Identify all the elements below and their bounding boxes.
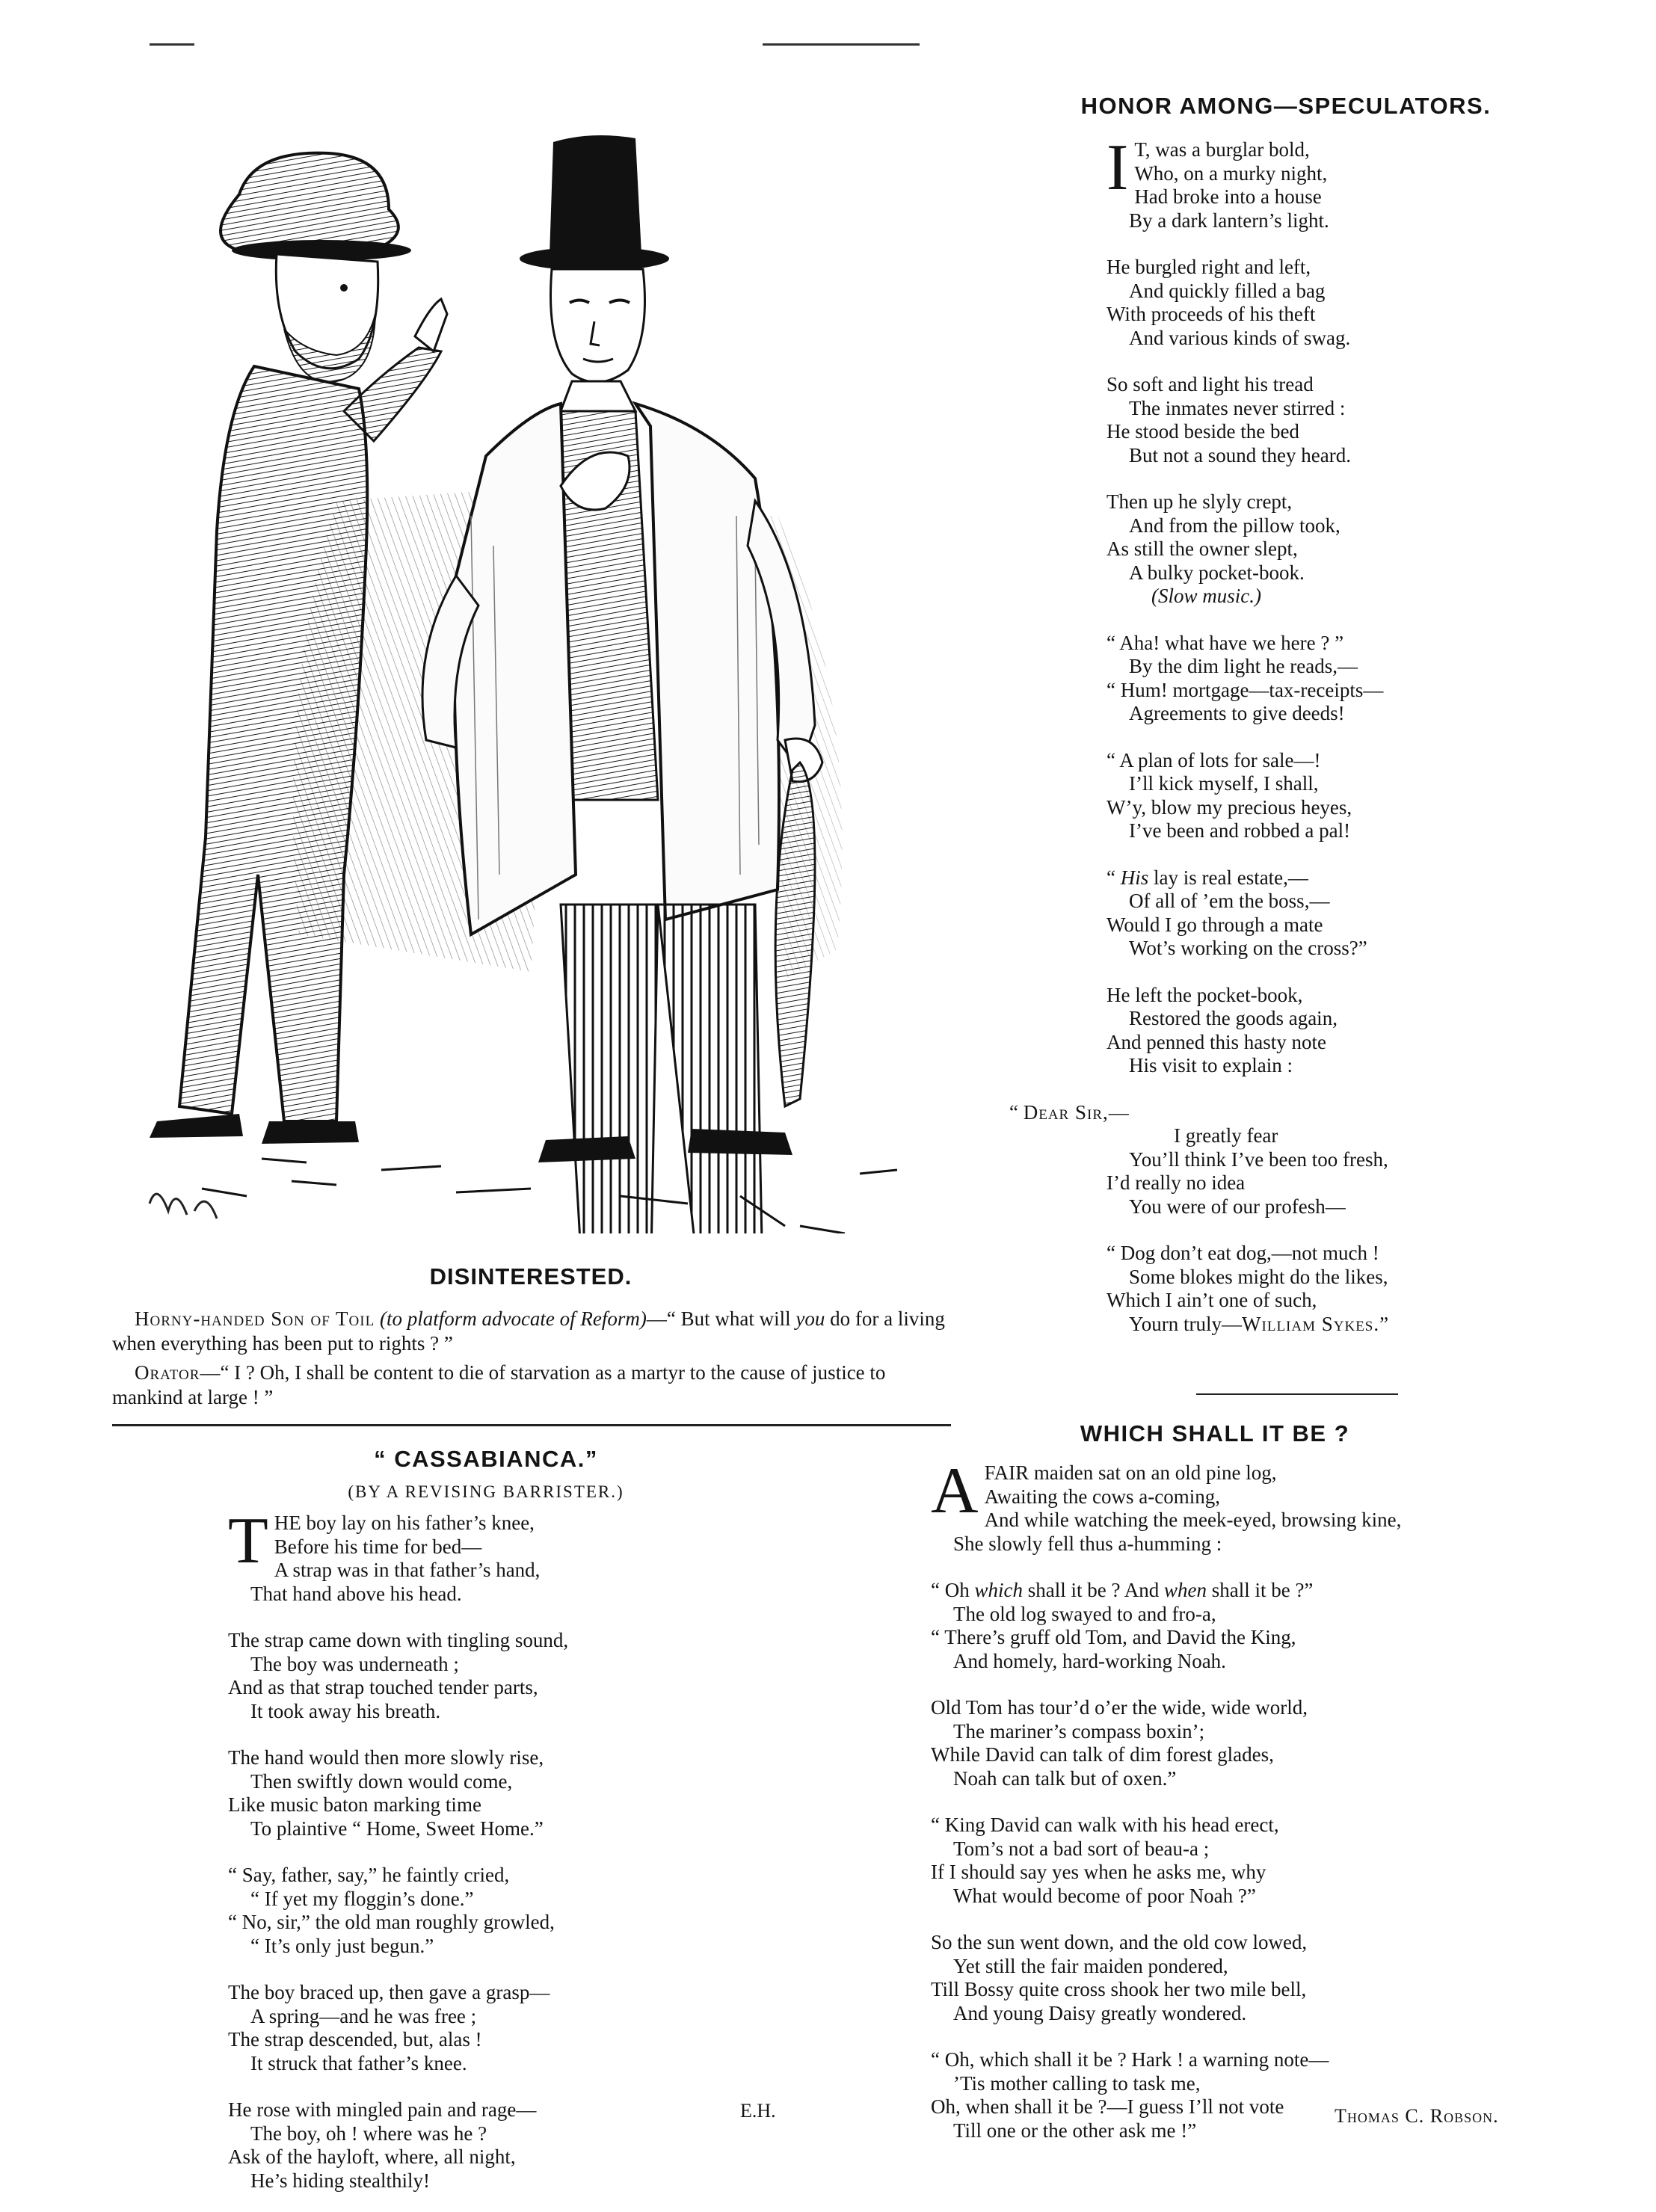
- poem-line: “ King David can walk with his head erect,: [931, 1814, 1279, 1836]
- honor-title: HONOR AMONG—SPECULATORS.: [1080, 93, 1492, 119]
- poem-line: Awaiting the cows a-coming,: [984, 1485, 1221, 1508]
- poem-line: Of all of ’em the boss,—: [1129, 890, 1330, 912]
- drop-cap: T: [228, 1505, 268, 1577]
- stanza: [931, 1455, 1529, 1556]
- dear-sir: Dear Sir,—: [1023, 1100, 1130, 1124]
- top-edge-rule: [150, 43, 194, 46]
- poem-line: “ Hum! mortgage—tax-receipts—: [1106, 678, 1384, 701]
- poem-line: He stood beside the bed: [1106, 420, 1299, 443]
- emphasis-his: His: [1120, 866, 1149, 889]
- poem-line: What would become of poor Noah ?”: [953, 1884, 1256, 1907]
- stage-direction: (Slow music.): [1151, 585, 1261, 607]
- poem-line: To plaintive “ Home, Sweet Home.”: [250, 1817, 544, 1840]
- section-divider-left: [112, 1424, 951, 1426]
- poem-line: Noah can talk but of oxen.”: [953, 1766, 1177, 1790]
- poem-line: A bulky pocket-book.: [1129, 561, 1305, 584]
- poem-line: “ No, sir,” the old man roughly growled,: [228, 1911, 555, 1933]
- poem-line: But not a sound they heard.: [1129, 443, 1351, 466]
- poem-line: The mariner’s compass boxin’;: [953, 1719, 1205, 1743]
- poem-line: The boy, oh ! where was he ?: [250, 2122, 487, 2145]
- caption-text-a: —“ But what will: [646, 1307, 796, 1330]
- poem-line: I greatly fear: [1174, 1124, 1278, 1147]
- poem-line: Restored the goods again,: [1129, 1007, 1338, 1029]
- stanza: [228, 2098, 736, 2193]
- poem-line: Wot’s working on the cross?”: [1129, 937, 1367, 959]
- line-part: shall it be ?”: [1206, 1579, 1314, 1601]
- poem-line: And quickly filled a bag: [1129, 279, 1326, 302]
- poem-line: The strap descended, but, alas !: [228, 2028, 482, 2051]
- poem-line: By the dim light he reads,—: [1129, 655, 1358, 677]
- stanza: [1106, 749, 1525, 843]
- poem-line: Till Bossy quite cross shook her two mile bell,: [931, 1978, 1307, 2000]
- cassabianca-signature: E.H.: [740, 2100, 776, 2122]
- poem-line: She slowly fell thus a-humming :: [953, 1532, 1222, 1555]
- poem-line: Old Tom has tour’d o’er the wide, wide world,: [931, 1696, 1308, 1719]
- poem-line: Then swiftly down would come,: [250, 1769, 513, 1793]
- poem-line: “ A plan of lots for sale—!: [1106, 748, 1321, 771]
- poem-line: And as that strap touched tender parts,: [228, 1676, 538, 1698]
- orator-reply: —“ I ? Oh, I shall be content to die of starvation as a martyr to the cause of justice to mankind at large ! ”: [112, 1361, 886, 1408]
- which-title: WHICH SHALL IT BE ?: [1080, 1420, 1350, 1447]
- ground-lines: [202, 1159, 897, 1233]
- poem-line: By a dark lantern’s light.: [1129, 209, 1329, 232]
- poem-line: Agreements to give deeds!: [1129, 702, 1345, 724]
- poem-line: [1009, 1101, 1525, 1125]
- stanza: [1106, 132, 1525, 232]
- signature-close: ”: [1379, 1312, 1389, 1335]
- line-part: shall it be ? And: [1022, 1579, 1164, 1601]
- poem-line: ’Tis mother calling to task me,: [953, 2071, 1201, 2095]
- stanza: [1009, 1100, 1525, 1219]
- poem-line: HE boy lay on his father’s knee,: [274, 1512, 535, 1534]
- poem-line: “ Say, father, say,” he faintly cried,: [228, 1864, 510, 1886]
- poem-line: Which I ain’t one of such,: [1106, 1289, 1317, 1311]
- poem-line: The hand would then more slowly rise,: [228, 1746, 544, 1769]
- poem-line: I’d really no idea: [1106, 1171, 1246, 1194]
- poem-line: And various kinds of swag.: [1129, 326, 1351, 349]
- poem-line: “ Aha! what have we here ? ”: [1106, 631, 1344, 654]
- cassabianca-title: “ CASSABIANCA.”: [374, 1446, 598, 1472]
- emphasis-which: which: [974, 1579, 1023, 1601]
- poem-line: “ Dog don’t eat dog,—not much !: [1106, 1242, 1379, 1264]
- poem-line: Before his time for bed—: [274, 1535, 482, 1558]
- stanza: [1106, 373, 1525, 467]
- stanza: [1106, 632, 1525, 726]
- poem-line: W’y, blow my precious heyes,: [1106, 795, 1352, 819]
- speaker-orator: Orator: [135, 1361, 200, 1384]
- poem-line: Till one or the other ask me !”: [953, 2119, 1197, 2142]
- stanza: [228, 1864, 736, 1958]
- stanza: [228, 1746, 736, 1840]
- cassabianca-byline: (BY A REVISING BARRISTER.): [348, 1482, 624, 1501]
- speaker-toil: Horny-handed Son of Toil: [135, 1307, 375, 1330]
- stanza: [931, 1931, 1529, 2025]
- poem-line-rest: lay is real estate,—: [1148, 866, 1308, 889]
- poem-line: Had broke into a house: [1134, 185, 1322, 208]
- poem-line: That hand above his head.: [250, 1582, 462, 1605]
- poem-line: The inmates never stirred :: [1129, 396, 1346, 419]
- caption-paragraph-toil: [112, 1307, 949, 1356]
- poem-line: And homely, hard-working Noah.: [953, 1649, 1226, 1672]
- poem-line: “ There’s gruff old Tom, and David the King,: [931, 1626, 1296, 1648]
- stanza: [931, 1696, 1529, 1790]
- top-center-rule: [763, 43, 920, 46]
- caption-paragraph-orator: [112, 1361, 949, 1410]
- stanza: [1106, 1242, 1525, 1336]
- poem-line: You’ll think I’ve been too fresh,: [1129, 1147, 1388, 1171]
- poem-line: His visit to explain :: [1129, 1054, 1293, 1076]
- emphasis-when: when: [1163, 1579, 1207, 1601]
- poem-line: He left the pocket-book,: [1106, 983, 1303, 1006]
- poem-line: Yet still the fair maiden pondered,: [953, 1954, 1228, 1977]
- stanza: [228, 1981, 736, 2075]
- poem-line: Like music baton marking time: [228, 1793, 481, 1816]
- poem-line: If I should say yes when he asks me, why: [931, 1861, 1266, 1883]
- poem-line: And from the pillow took,: [1129, 514, 1341, 537]
- cassabianca-poem: [228, 1505, 736, 2193]
- stanza: [1106, 490, 1525, 609]
- cartoon-illustration: [142, 127, 964, 1233]
- disinterested-title: DISINTERESTED.: [429, 1263, 632, 1290]
- stage-direction-toil: (to platform advocate of Reform): [379, 1307, 647, 1330]
- poem-line: It took away his breath.: [250, 1699, 441, 1722]
- which-poem: [931, 1455, 1529, 2142]
- poem-line: And penned this hasty note: [1106, 1030, 1326, 1053]
- poem-line: And while watching the meek-eyed, browsing kine,: [984, 1509, 1402, 1531]
- stanza: [931, 2048, 1529, 2142]
- poem-line: Would I go through a mate: [1106, 913, 1323, 936]
- poem-line: A spring—and he was free ;: [250, 2004, 477, 2027]
- honor-poem: [1009, 132, 1525, 1336]
- poem-line: I’ll kick myself, I shall,: [1129, 772, 1319, 795]
- drop-cap: A: [931, 1455, 979, 1527]
- poem-line: He rose with mingled pain and rage—: [228, 2098, 537, 2121]
- poem-line: The old log swayed to and fro-a,: [953, 1602, 1216, 1625]
- poem-line: The boy was underneath ;: [250, 1652, 459, 1675]
- poem-line: So the sun went down, and the old cow lowed,: [931, 1931, 1308, 1953]
- poem-line: As still the owner slept,: [1106, 537, 1298, 560]
- poem-line: I’ve been and robbed a pal!: [1129, 819, 1351, 842]
- signature-name: William Sykes.: [1242, 1312, 1380, 1335]
- caption-text-b: do for a living when everything has been put to rights ? ”: [112, 1307, 945, 1355]
- quote-open: “: [1009, 1100, 1024, 1124]
- caption-emphasis-you: you: [795, 1307, 825, 1330]
- poem-line: T, was a burglar bold,: [1134, 138, 1310, 161]
- poem-line: Who, on a murky night,: [1134, 161, 1328, 185]
- orator-figure: [422, 135, 822, 1233]
- poem-line: So soft and light his tread: [1106, 373, 1314, 395]
- poem-line: Then up he slyly crept,: [1106, 490, 1293, 513]
- line-part: “ Oh: [931, 1579, 975, 1601]
- poem-line: FAIR maiden sat on an old pine log,: [984, 1461, 1277, 1484]
- poem-line: While David can talk of dim forest glades,: [931, 1743, 1274, 1766]
- poem-line: Some blokes might do the likes,: [1129, 1265, 1388, 1288]
- poem-line: A strap was in that father’s hand,: [274, 1559, 541, 1581]
- poem-line: And young Daisy greatly wondered.: [953, 2001, 1247, 2024]
- which-signature: Thomas C. Robson.: [1335, 2105, 1499, 2127]
- short-divider-right: [1196, 1393, 1398, 1395]
- poem-line: It struck that father’s knee.: [250, 2051, 467, 2074]
- poem-line: The boy braced up, then gave a grasp—: [228, 1981, 550, 2003]
- poem-line: Oh, when shall it be ?—I guess I’ll not vote: [931, 2095, 1284, 2118]
- poem-line: You were of our profesh—: [1129, 1195, 1346, 1218]
- poem-line: He’s hiding stealthily!: [250, 2169, 430, 2192]
- poem-line: [1106, 866, 1525, 890]
- poem-line: “ It’s only just begun.”: [250, 1934, 434, 1957]
- stanza: [1106, 866, 1525, 961]
- stanza: [931, 1814, 1529, 1908]
- poem-line: The strap came down with tingling sound,: [228, 1629, 569, 1651]
- poem-line: He burgled right and left,: [1106, 256, 1311, 278]
- stanza: [1106, 256, 1525, 350]
- poem-line: “ Oh, which shall it be ? Hark ! a warning note—: [931, 2048, 1329, 2071]
- poem-line: “ If yet my floggin’s done.”: [250, 1887, 474, 1910]
- poem-line: Ask of the hayloft, where, all night,: [228, 2145, 516, 2168]
- artist-signature-scribble: [150, 1194, 217, 1219]
- poem-line: [931, 1579, 1529, 1603]
- stanza: [1106, 984, 1525, 1078]
- poem-line: Tom’s not a bad sort of beau-a ;: [953, 1837, 1210, 1860]
- poem-line: With proceeds of his theft: [1106, 303, 1316, 325]
- stanza: [228, 1629, 736, 1723]
- stanza: [931, 1579, 1529, 1673]
- drop-cap: I: [1106, 132, 1129, 204]
- stanza: [228, 1505, 736, 1606]
- poem-line: Yourn truly—William Sykes.”: [1129, 1312, 1389, 1335]
- quote-open: “: [1106, 866, 1121, 889]
